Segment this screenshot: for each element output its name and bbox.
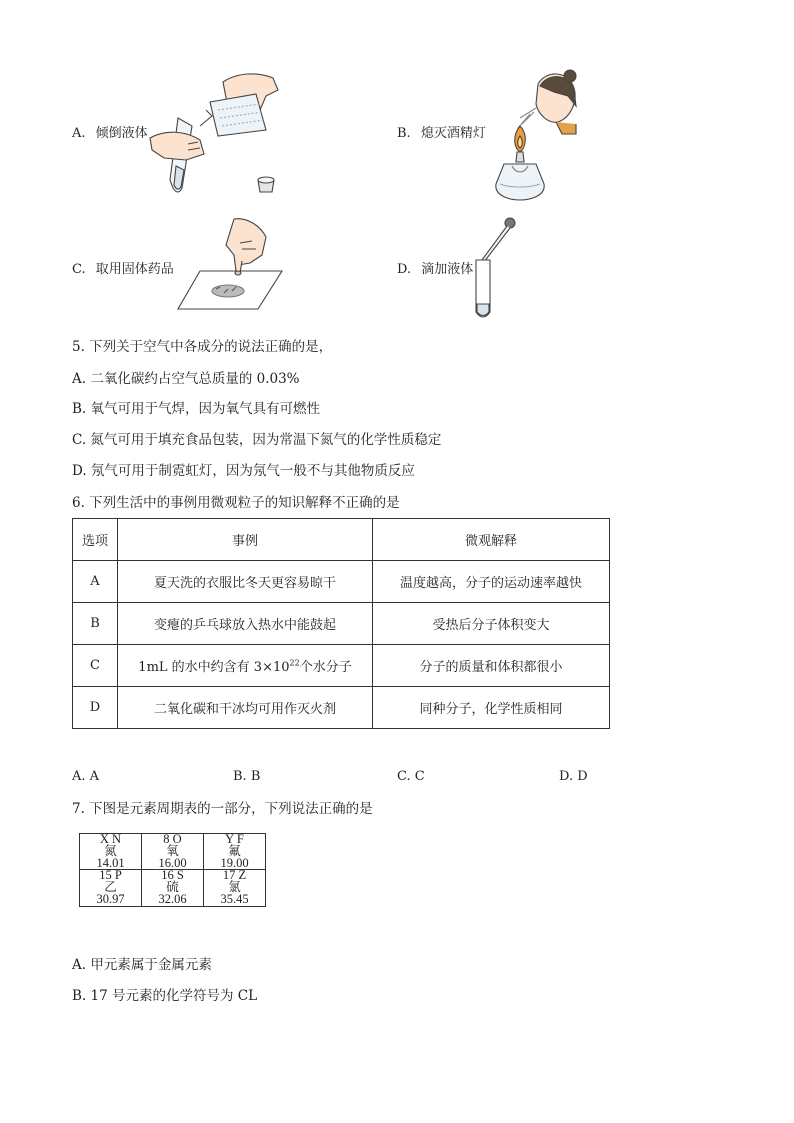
figure-b-text: 熄灭酒精灯 xyxy=(420,126,486,141)
q6-stem: 6. 下列生活中的事例用微观粒子的知识解释不正确的是 xyxy=(72,495,400,511)
element-name: 氮 xyxy=(104,843,117,858)
q6-answer-c: C. C xyxy=(397,769,425,784)
element-mass: 19.00 xyxy=(220,855,249,870)
element-name: 氯 xyxy=(228,880,241,895)
element-name: 硫 xyxy=(166,880,179,895)
row-option: B xyxy=(73,603,118,645)
q7-option-a: A. 甲元素属于金属元素 xyxy=(72,957,212,973)
q5-option-a: A. 二氧化碳约占空气总质量的 0.03% xyxy=(72,371,300,387)
row-example-tail: 个水分子 xyxy=(299,660,352,675)
row-example-main: 1mL 的水中约含有 3×10 xyxy=(138,660,290,675)
figure-c-caption xyxy=(72,262,174,278)
q5-option-d: D. 氖气可用于制霓虹灯，因为氖气一般不与其他物质反应 xyxy=(72,463,415,479)
element-symbol: 16 S xyxy=(161,868,184,883)
row-example: 二氧化碳和干冰均可用作灭火剂 xyxy=(118,687,373,729)
element-symbol: 8 O xyxy=(163,832,182,846)
row-example-exponent: 22 xyxy=(289,658,300,668)
q5-stem: 5. 下列关于空气中各成分的说法正确的是， xyxy=(72,339,333,355)
element-symbol: X N xyxy=(99,832,122,846)
row-explanation: 分子的质量和体积都很小 xyxy=(373,645,610,687)
q5-option-b: B. 氧气可用于气焊，因为氧气具有可燃性 xyxy=(72,401,321,417)
row-explanation: 受热后分子体积变大 xyxy=(373,603,610,645)
pouring-liquid-illustration xyxy=(148,70,283,198)
row-option: C xyxy=(73,645,118,687)
figure-d-text: 滴加液体 xyxy=(421,262,474,277)
table-row xyxy=(80,834,266,870)
header-option: 选项 xyxy=(73,519,118,561)
element-cell xyxy=(142,870,204,906)
element-name: 氟 xyxy=(228,843,241,858)
q6-table xyxy=(72,518,610,729)
element-name: 氧 xyxy=(166,843,179,858)
figure-b-caption xyxy=(397,126,486,142)
element-mass: 35.45 xyxy=(220,891,249,906)
element-symbol: 15 P xyxy=(99,868,122,883)
element-cell xyxy=(80,870,142,906)
element-mass: 30.97 xyxy=(96,891,125,906)
q6-answer-b: B. B xyxy=(233,769,261,784)
dropping-liquid-illustration xyxy=(470,216,518,322)
row-example: 夏天洗的衣服比冬天更容易晾干 xyxy=(118,561,373,603)
table-row xyxy=(80,870,266,906)
header-example: 事例 xyxy=(118,519,373,561)
table-row xyxy=(73,603,610,645)
element-cell xyxy=(204,870,266,906)
element-mass: 16.00 xyxy=(158,855,187,870)
row-example: 变瘪的乒乓球放入热水中能鼓起 xyxy=(118,603,373,645)
row-explanation: 同种分子，化学性质相同 xyxy=(373,687,610,729)
figure-d-caption xyxy=(397,262,473,278)
element-mass: 32.06 xyxy=(158,891,187,906)
figure-a-text: 倾倒液体 xyxy=(95,126,148,141)
q5-option-c: C. 氮气可用于填充食品包装，因为常温下氮气的化学性质稳定 xyxy=(72,432,442,448)
table-row xyxy=(73,561,610,603)
row-option: D xyxy=(73,687,118,729)
q7-stem: 7. 下图是元素周期表的一部分，下列说法正确的是 xyxy=(72,801,373,817)
element-cell xyxy=(204,834,266,870)
q6-answer-d: D. D xyxy=(559,769,588,784)
figure-c-text: 取用固体药品 xyxy=(95,262,174,277)
row-example xyxy=(118,645,373,687)
table-row xyxy=(73,645,610,687)
q7-option-b: B. 17 号元素的化学符号为 CL xyxy=(72,988,258,1004)
figure-a-caption xyxy=(72,126,148,142)
element-name: 乙 xyxy=(104,880,117,895)
element-symbol: 17 Z xyxy=(222,868,247,883)
figure-c-letter: C. xyxy=(72,262,86,277)
element-mass: 14.01 xyxy=(96,855,125,870)
element-symbol: Y F xyxy=(225,832,244,846)
element-cell xyxy=(142,834,204,870)
row-explanation: 温度越高，分子的运动速率越快 xyxy=(373,561,610,603)
table-header-row xyxy=(73,519,610,561)
row-option: A xyxy=(73,561,118,603)
taking-solid-reagent-illustration xyxy=(176,215,284,311)
figure-d-letter: D. xyxy=(397,262,412,277)
q6-answer-a: A. A xyxy=(72,769,100,784)
figure-a-letter: A. xyxy=(72,126,86,141)
figure-b-letter: B. xyxy=(397,126,411,141)
blowing-out-alcohol-lamp-illustration xyxy=(490,66,582,204)
element-cell xyxy=(80,834,142,870)
periodic-table-fragment xyxy=(79,833,266,907)
table-row xyxy=(73,687,610,729)
header-explanation: 微观解释 xyxy=(373,519,610,561)
